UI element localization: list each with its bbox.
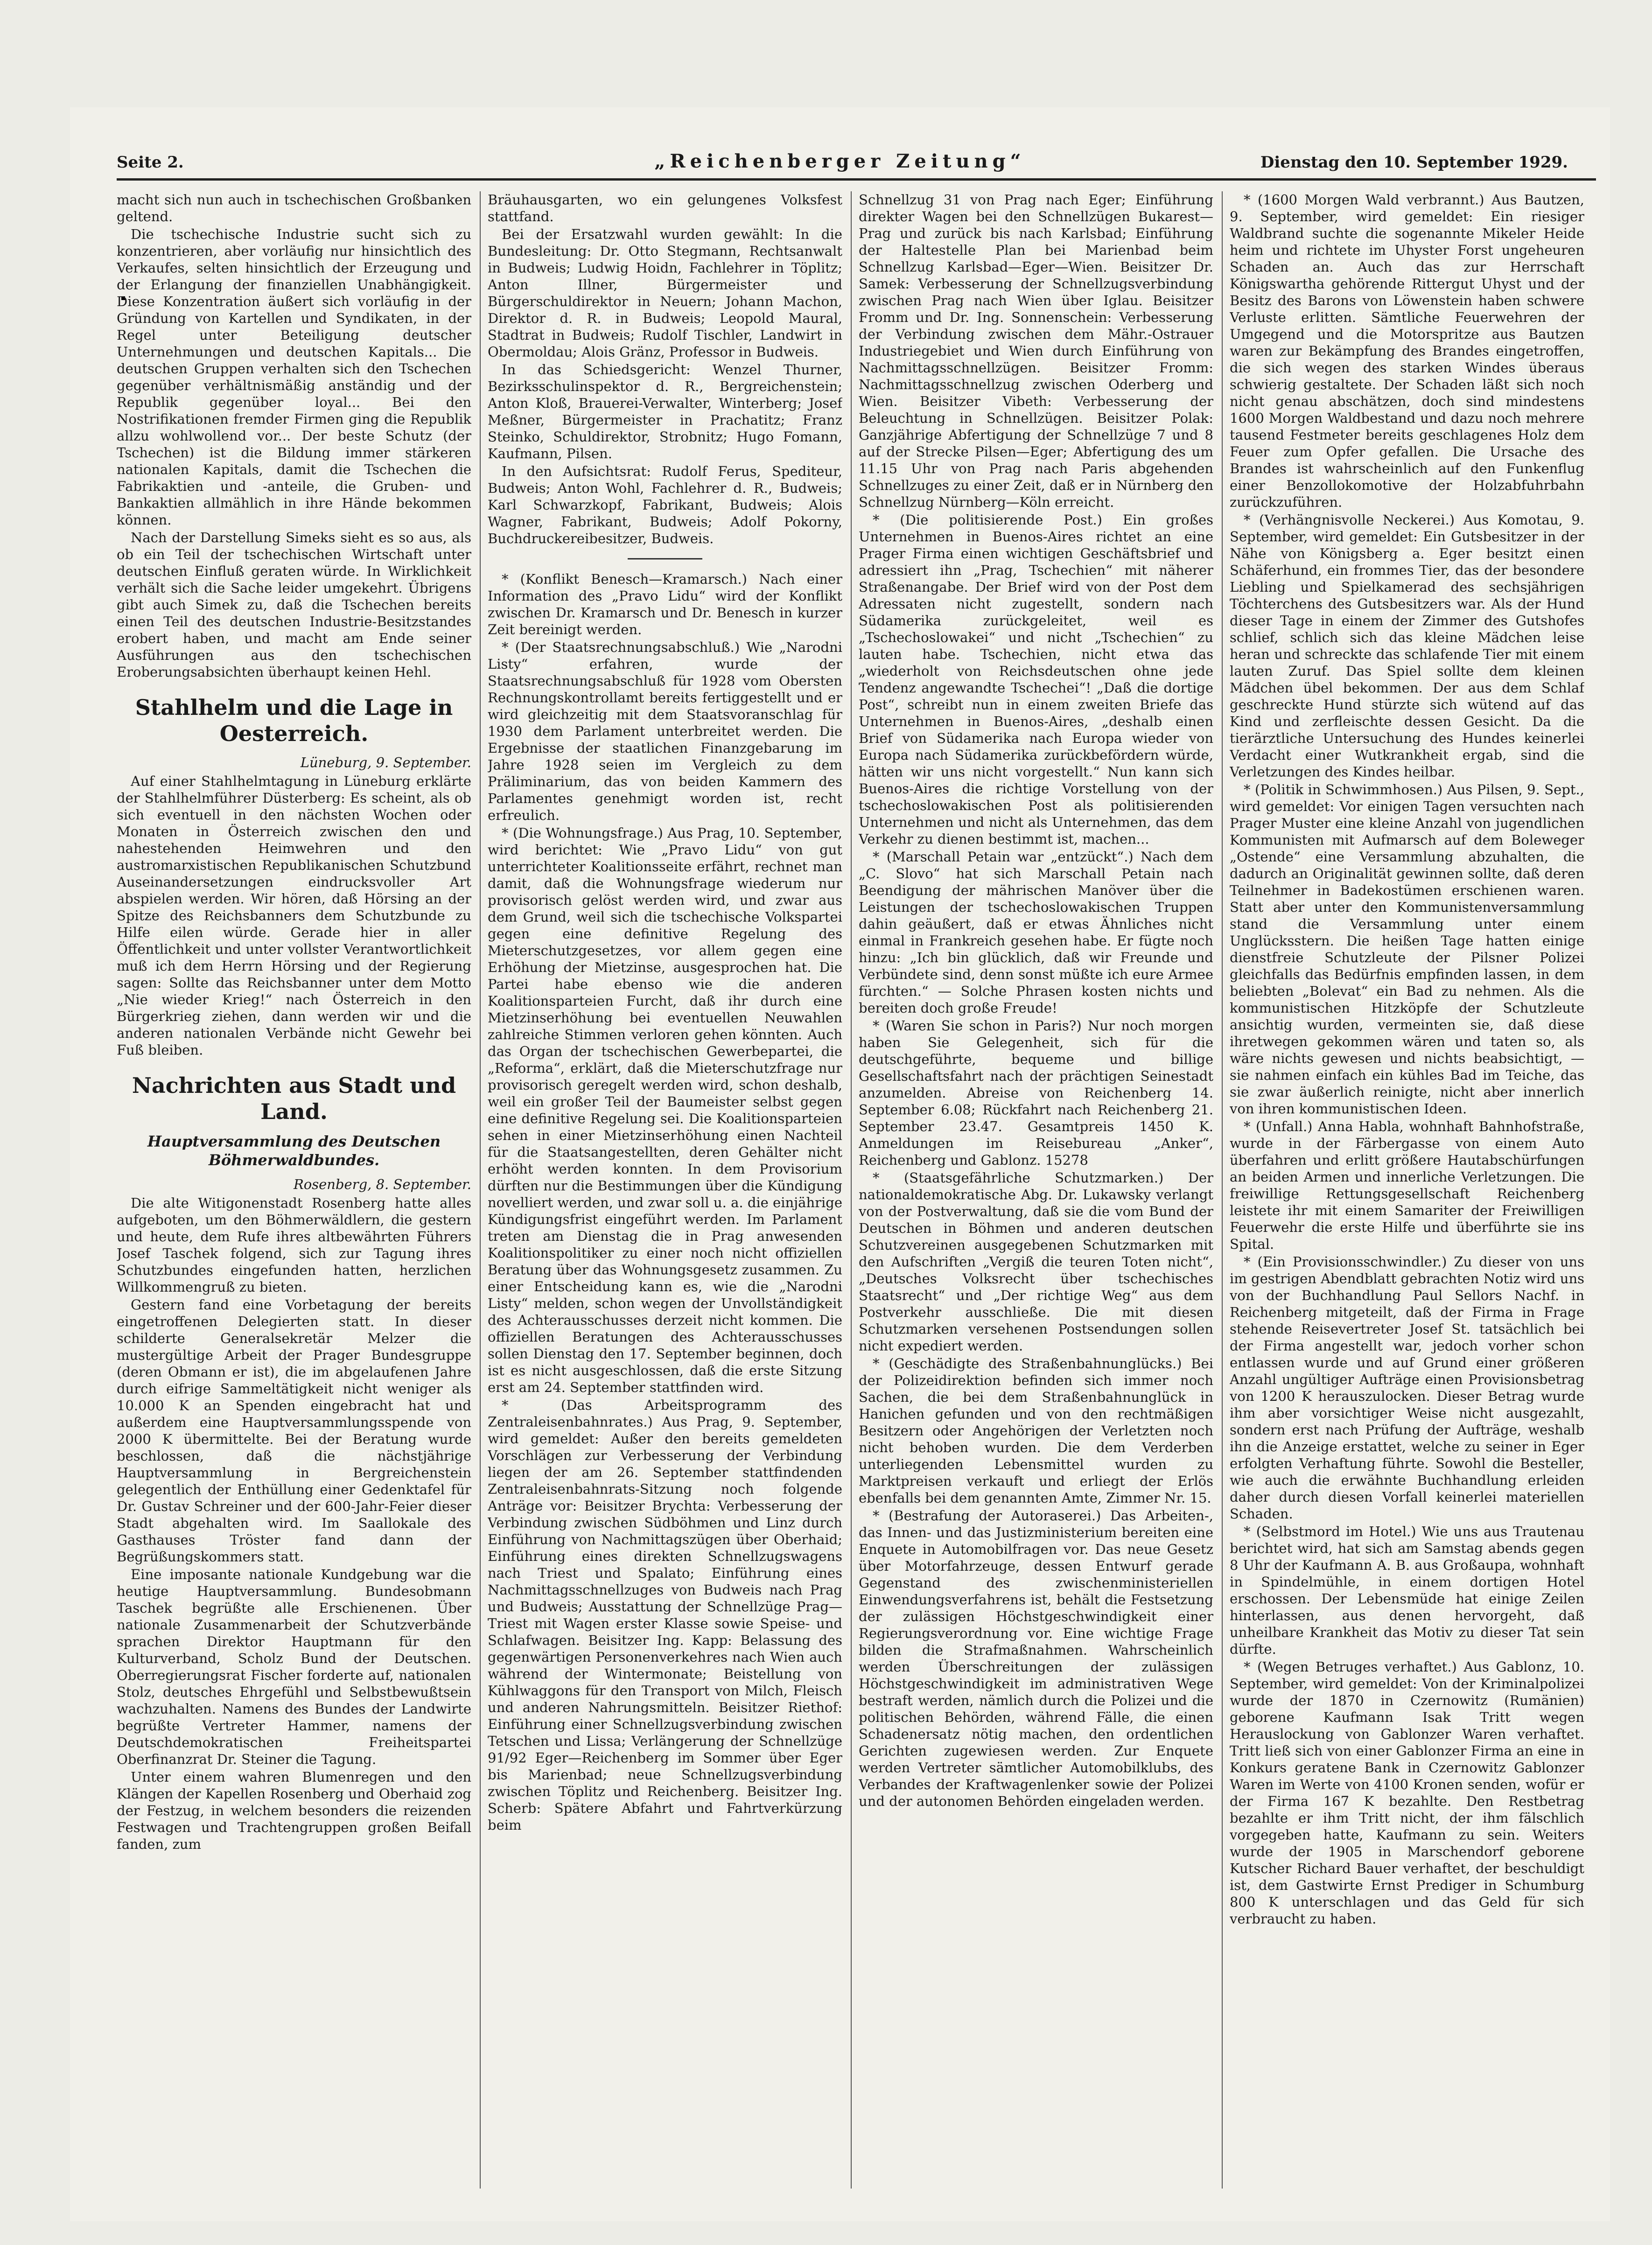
column-4 [1230, 191, 1584, 2184]
news-item: * (Selbstmord im Hotel.) Wie uns aus Trautenau berichtet wird, hat sich am Samstag abends gegen 8 Uhr der Kaufmann A. B. aus Großaupa, wohnhaft in Spindelmühle, in einem dortigen Hotel erschossen. Der Lebensmüde hat einige Zeilen hinterlassen, aus denen hervorgeht, daß unheilbare Krankheit das Motiv zu dieser Tat sein dürfte. [1230, 1524, 1584, 1657]
paragraph: Gestern fand eine Vorbetagung der bereits eingetroffenen Delegierten statt. In dieser schilderte Generalsekretär Melzer die mustergültige Arbeit der Prager Bundesgruppe (deren Obmann er ist), die im abgelaufenen Jahre durch eifrige Sammeltätigkeit nicht weniger als 10.000 K an Spenden eingebracht hat und außerdem eine Hauptversammlungsspende von 2000 K übermittelte. Bei der Beratung wurde beschlossen, daß die nächstjährige Hauptversammlung in Bergreichenstein gelegentlich der Enthüllung einer Gedenktafel für Dr. Gustav Schreiner und der 600-Jahr-Feier dieser Stadt abgehalten wird. Im Saallokale des Gasthauses Tröster fand dann der Begrüßungskommers statt. [117, 1297, 471, 1565]
paragraph: Eine imposante nationale Kundgebung war die heutige Hauptversammlung. Bundesobmann Taschek begrüßte alle Erschienenen. Über nationale Zusammenarbeit der Schutzverbände sprachen Direktor Hauptmann für den Kulturverband, Scholz Bund der Deutschen. Oberregierungsrat Fischer forderte auf, nationalen Stolz, deutsches Ehrgefühl und Selbstbewußtsein wachzuhalten. Namens des Bundes der Landwirte begrüßte Vertreter Hammer, namens der Deutschdemokratischen Freiheitspartei Oberfinanzrat Dr. Steiner die Tagung. [117, 1567, 471, 1767]
news-item: * (Konflikt Benesch—Kramarsch.) Nach einer Information des „Pravo Lidu“ wird der Konflikt zwischen Dr. Kramarsch und Dr. Benesch in kurzer Zeit bereinigt werden. [488, 571, 842, 637]
news-item: * (Waren Sie schon in Paris?) Nur noch morgen haben Sie Gelegenheit, sich für die deutschgeführte, bequeme und billige Gesellschaftsfahrt nach der prächtigen Seinestadt anzumelden. Abreise von Reichenberg 14. September 6.08; Rückfahrt nach Reichenberg 21. September 23.47. Gesamtpreis 1450 K. Anmeldungen im Reisebureau „Anker“, Reichenberg und Gablonz. 15278 [859, 1018, 1213, 1168]
news-item: * (Das Arbeitsprogramm des Zentraleisenbahnrates.) Aus Prag, 9. September, wird gemeldet: Außer den bereits gemeldeten Vorschlägen zur Verbesserung der Verbindung liegen der am 26. September stattfindenden Zentraleisenbahnrats-Sitzung noch folgende Anträge vor: Beisitzer Brychta: Verbesserung der Verbindung zwischen Südböhmen und Linz durch Einführung von Nachmittagszügen über Oberhaid; Einführung eines direkten Schnellzugswagens nach Triest und Spalato; Einführung eines Nachmittagsschnellzuges von Budweis nach Prag und Budweis; Ausstattung der Schnellzüge Prag—Triest mit Wagen erster Klasse sowie Speise- und Schlafwagen. Beisitzer Ing. Kapp: Belassung des gegenwärtigen Personenverkehres nach Wien auch während der Wintermonate; Beistellung von Kühlwaggons für den Transport von Milch, Fleisch und anderen Nahrungsmitteln. Beisitzer Riethof: Einführung einer Schnellzugsverbindung zwischen Tetschen und Lissa; Verlängerung der Schnellzüge 91/92 Eger—Reichenberg im Sommer über Eger bis Marienbad; neue Schnellzugsverbindung zwischen Töplitz und Reichenberg. Beisitzer Ing. Scherb: Spätere Abfahrt und Fahrtverkürzung beim [488, 1397, 842, 1833]
paragraph: macht sich nun auch in tschechischen Großbanken geltend. [117, 192, 471, 224]
news-item: * (Wegen Betruges verhaftet.) Aus Gablonz, 10. September, wird gemeldet: Von der Kriminalpolizei wurde der 1870 in Czernowitz (Rumänien) geborene Kaufmann Isak Tritt wegen Herauslockung von Gablonzer Waren verhaftet. Tritt ließ sich von einer Gablonzer Firma an eine in Konkurs geratene Bank in Czernowitz Gablonzer Waren im Werte von 4100 Kronen senden, wofür er der Firma 167 K bezahlte. Den Restbetrag bezahlte er ihm Tritt nicht, der ihm fälschlich vorgegeben hatte, Kaufmann zu sein. Weiters wurde der 1905 in Marschendorf geborene Kutscher Richard Bauer verhaftet, der beschuldigt ist, dem Gastwirte Ernst Prediger in Schumburg 800 K unterschlagen und das Geld für sich verbraucht zu haben. [1230, 1659, 1584, 1927]
news-item: * (Ein Provisionsschwindler.) Zu dieser von uns im gestrigen Abendblatt gebrachten Notiz wird uns von der Buchhandlung Paul Sellors Nachf. in Reichenberg mitgeteilt, daß der Firma in Frage stehende Reisevertreter Josef St. tatsächlich bei der Firma angestellt war, jedoch vorher schon entlassen wurde und auf Grund einer größeren Anzahl ungültiger Aufträge einen Provisionsbetrag von 1200 K herauszulocken. Dieser Betrag wurde ihm aber vorsichtiger Weise nicht ausgezahlt, sondern erst nach Prüfung der Aufträge, weshalb ihn die Anzeige erstattet, welche zu seiner in Eger erfolgten Verhaftung führte. Sowohl die Besteller, wie auch die erwähnte Buchhandlung erleiden daher durch diesen Vorfall keinerlei materiellen Schaden. [1230, 1254, 1584, 1522]
column-3 [859, 191, 1213, 2184]
paragraph: Unter einem wahren Blumenregen und den Klängen der Kapellen Rosenberg und Oberhaid zog der Festzug, in welchem besonders die reizenden Festwagen und Trachtengruppen großen Beifall fanden, zum [117, 1769, 471, 1852]
news-item: * (Verhängnisvolle Neckerei.) Aus Komotau, 9. September, wird gemeldet: Ein Gutsbesitzer in der Nähe von Königsberg a. Eger besitzt einen Schäferhund, ein frommes Tier, das der besondere Liebling und Spielkamerad des sechsjährigen Töchterchens des Gutsbesitzers war. Als der Hund dieser Tage in einem der Zimmer des Gutshofes schlief, schlich sich das kleine Mädchen leise heran und schreckte das schlafende Tier mit einem lauten Zuruf. Das Spiel sollte dem kleinen Mädchen übel bekommen. Der aus dem Schlaf geschreckte Hund stürzte sich wütend auf das Kind und zerfleischte dessen Gesicht. Da die tierärztliche Untersuchung des Hundes keinerlei Verdacht einer Wutkrankheit ergab, sind die Verletzungen des Kindes heilbar. [1230, 512, 1584, 780]
column-divider [480, 191, 481, 2189]
section-headline: Nachrichten aus Stadt und Land. [132, 1073, 456, 1124]
paragraph: Bei der Ersatzwahl wurden gewählt: In die Bundesleitung: Dr. Otto Stegmann, Rechtsanwalt in Budweis; Ludwig Hoidn, Fachlehrer in Töplitz; Anton Illner, Bürgermeister und Bürgerschuldirektor in Neuern; Johann Machon, Direktor d. R. in Budweis; Leopold Maural, Stadtrat in Budweis; Rudolf Tischler, Landwirt in Obermoldau; Alois Gränz, Professor in Budweis. [488, 226, 842, 360]
news-item: * (Marschall Petain war „entzückt“.) Nach dem „C. Slovo“ hat sich Marschall Petain nach Beendigung der mährischen Manöver über die Leistungen der tschechoslowakischen Truppen dahin geäußert, daß er etwas Ähnliches nicht einmal in Frankreich gesehen habe. Er fügte noch hinzu: „Ich bin glücklich, daß wir Freunde und Verbündete sind, denn sonst müßte ich eure Armee fürchten.“ — Solche Phrasen kosten nichts und bereiten doch große Freude! [859, 849, 1213, 1016]
news-item: * (Unfall.) Anna Habla, wohnhaft Bahnhofstraße, wurde in der Färbergasse von einem Auto überfahren und erlitt größere Hautabschürfungen an beiden Armen und innerliche Verletzungen. Die freiwillige Rettungsgesellschaft Reichenberg leistete ihr mit einem Samariter der Freiwilligen Feuerwehr die erste Hilfe und überführte sie ins Spital. [1230, 1119, 1584, 1252]
news-item: * (1600 Morgen Wald verbrannt.) Aus Bautzen, 9. September, wird gemeldet: Ein riesiger Waldbrand suchte die sogenannte Mikeler Heide heim und richtete im Uhyster Forst ungeheuren Schaden an. Auch das zur Herrschaft Königswartha gehörende Rittergut Uhyst und der Besitz des Barons von Löwenstein haben schwere Verluste erlitten. Sämtliche Feuerwehren der Umgegend und die Motorspritze aus Bautzen waren zur Bekämpfung des Brandes eingetroffen, die sich wegen des starken Windes überaus schwierig gestaltete. Der Schaden läßt sich noch nicht genau abschätzen, doch sind mindestens 1600 Morgen Waldbestand und dazu noch mehrere tausend Festmeter bereits geschlagenes Holz dem Feuer zum Opfer gefallen. Die Ursache des Brandes ist wahrscheinlich auf den Funkenflug einer Benzollokomotive der Holzabfuhrbahn zurückzuführen. [1230, 192, 1584, 510]
news-item: * (Bestrafung der Autoraserei.) Das Arbeiten-, das Innen- und das Justizministerium bereiten eine Enquete in Automobilfragen vor. Das neue Gesetz über Motorfahrzeuge, dessen Entwurf gerade Gegenstand des zwischenministeriellen Einwendungsverfahrens ist, behält die Festsetzung der zulässigen Höchstgeschwindigkeit einer Regierungsverordnung vor. Eine wichtige Frage bilden die Strafmaßnahmen. Wahrscheinlich werden Überschreitungen der zulässigen Höchstgeschwindigkeit im administrativen Wege bestraft werden, nämlich durch die Polizei und die politischen Behörden, während Fälle, die einen Schadenersatz nötig machen, den ordentlichen Gerichten zugewiesen werden. Zur Enquete werden Vertreter sämtlicher Automobilklubs, des Verbandes der Kraftwagenlenker sowie der Polizei und der autonomen Behörden eingeladen werden. [859, 1508, 1213, 1809]
column-2 [488, 191, 842, 2184]
column-1 [117, 191, 471, 2184]
article-subheadline: Hauptversammlung des Deutschen Böhmerwaldbundes. [147, 1133, 441, 1169]
paragraph: In den Aufsichtsrat: Rudolf Ferus, Spediteur, Budweis; Anton Wohl, Fachlehrer d. R., Budweis; Karl Schwarzkopf, Fabrikant, Budweis; Alois Wagner, Fabrikant, Budweis; Adolf Pokorny, Buchdruckereibesitzer, Budweis. [488, 463, 842, 546]
paragraph: Die alte Witigonenstadt Rosenberg hatte alles aufgeboten, um den Böhmerwäldlern, die gestern und heute, dem Rufe ihres altbewährten Führers Josef Taschek folgend, sich zur Tagung ihres Schutzbundes eingefunden hatten, herzlichen Willkommengruß zu bieten. [117, 1195, 471, 1295]
paragraph: Auf einer Stahlhelmtagung in Lüneburg erklärte der Stahlhelmführer Düsterberg: Es scheint, als ob sich eventuell in den nächsten Wochen oder Monaten in Österreich zwischen den und nahestehenden Heimwehren und den austromarxistischen Republikanischen Schutzbund Auseinandersetzungen eindrucksvoller Art abspielen werden. Wir hören, daß Hörsing an der Spitze des Reichsbanners dem Schutzbunde zu Hilfe eilen würde. Gerade hier in aller Öffentlichkeit und unter vollster Verantwortlichkeit muß ich dem Herrn Hörsing und der Regierung sagen: Sollte das Reichsbanner unter dem Motto „Nie wieder Krieg!“ nach Österreich in den Bürgerkrieg ziehen, dann werden wir und die anderen nationalen Verbände nicht Gewehr bei Fuß bleiben. [117, 773, 471, 1058]
masthead-title: „Reichenberger Zeitung“ [654, 150, 1026, 172]
news-item: * (Staatsgefährliche Schutzmarken.) Der nationaldemokratische Abg. Dr. Lukawsky verlangt von der Postverwaltung, daß sie die vom Bund der Deutschen in Böhmen und anderen deutschen Schutzvereinen ausgegebenen Schutzmarken mit den Aufschriften „Vergiß die teuren Toten nicht“, „Deutsches Volksrecht über tschechisches Staatsrecht“ und „Der richtige Weg“ aus dem Postverkehr ausschließe. Die mit diesen Schutzmarken versehenen Postsendungen sollen nicht expediert werden. [859, 1170, 1213, 1354]
page-number: Seite 2. [117, 153, 184, 172]
news-item: * (Der Staatsrechnungsabschluß.) Wie „Narodni Listy“ erfahren, wurde der Staatsrechnungsabschluß für 1928 vom Obersten Rechnungskontrollamt bereits fertiggestellt und er wird gleichzeitig mit dem Staatsvoranschlag für 1930 dem Parlament unterbreitet werden. Die Ergebnisse der staatlichen Finanzgebarung im Jahre 1928 seien im Vergleich zu dem Präliminarium, das von beiden Kammern des Parlamentes genehmigt worden ist, recht erfreulich. [488, 639, 842, 823]
column-divider [851, 191, 852, 2189]
column-divider [1222, 191, 1223, 2189]
issue-date: Dienstag den 10. September 1929. [1260, 153, 1568, 172]
header-rule [117, 178, 1596, 181]
newspaper-page [70, 107, 1610, 2221]
dateline: Lüneburg, 9. September. [300, 755, 471, 770]
dateline: Rosenberg, 8. September. [293, 1176, 471, 1192]
news-item: * (Politik in Schwimmhosen.) Aus Pilsen, 9. Sept., wird gemeldet: Vor einigen Tagen versuchten nach Prager Muster eine kleine Anzahl von jugendlichen Kommunisten mit Aufmarsch auf dem Boleweger „Ostende“ eine Versammlung abzuhalten, die dadurch an Originalität gewinnen sollte, daß deren Teilnehmer in Badekostümen erschienen waren. Statt aber unter den Kommunistenversammlung stand die Versammlung unter einem Unglücksstern. Die heißen Tage hatten einige dienstfreie Schutzleute der Pilsner Polizei gleichfalls das Bedürfnis empfinden lassen, in dem beliebten „Bolevat“ ein Bad zu nehmen. Als die kommunistischen Hitzköpfe der Schutzleute ansichtig wurden, vermeinten sie, daß diese ihretwegen gekommen wären und taten so, als wäre nichts gewesen und nichts beabsichtigt, — sie nahmen einfach ein kühles Bad im Teiche, das sie zwar äußerlich reinigte, nicht aber innerlich von ihren kommunistischen Ideen. [1230, 782, 1584, 1117]
paragraph: In das Schiedsgericht: Wenzel Thurner, Bezirksschulinspektor d. R., Bergreichenstein; Anton Kloß, Brauerei-Verwalter, Winterberg; Josef Meßner, Bürgermeister in Prachatitz; Franz Steinko, Schuldirektor, Strobnitz; Hugo Fomann, Kaufmann, Pilsen. [488, 362, 842, 462]
news-item: * (Die politisierende Post.) Ein großes Unternehmen in Buenos-Aires richtet an eine Prager Firma einen wichtigen Geschäftsbrief und adressiert ihn „Prag, Tschechien“ mit näherer Straßenangabe. Der Brief wird von der Post dem Adressaten nicht zugestellt, sondern nach Südamerika zurückgeleitet, weil es „Tschechoslowakei“ und nicht „Tschechien“ zu lauten habe. Tschechien, nicht etwa das „wiederholt von Reichsdeutschen ohne jede Tendenz angewandte Tschechei“! „Daß die dortige Post“, schreibt nun in einem zweiten Briefe das Unternehmen in Buenos-Aires, „deshalb einen Brief von Südamerika nach Europa wieder von Europa nach Südamerika zurückbefördern würde, hätten wir uns nicht vorgestellt.“ Nun kann sich Buenos-Aires die richtige Vorstellung von der tschechoslowakischen Post als politisierenden Unternehmen und nicht als Unternehmen, das dem Verkehr zu dienen bestimmt ist, machen... [859, 512, 1213, 847]
article-divider [628, 558, 702, 560]
news-item: * (Geschädigte des Straßenbahnunglücks.) Bei der Polizeidirektion befinden sich immer noch Sachen, die bei dem Straßenbahnunglück in Hanichen gefunden und von den rechtmäßigen Besitzern oder Angehörigen der Verletzten noch nicht behoben wurden. Die dem Verderben unterliegenden Lebensmittel wurden zu Marktpreisen verkauft und erliegt der Erlös ebenfalls bei dem genannten Amte, Zimmer Nr. 15. [859, 1356, 1213, 1506]
page-header [70, 150, 1610, 181]
paragraph: Schnellzug 31 von Prag nach Eger; Einführung direkter Wagen bei den Schnellzügen Bukarest—Prag und zurück bis nach Karlsbad; Einführung der Haltestelle Plan bei Marienbad beim Schnellzug Karlsbad—Eger—Wien. Beisitzer Dr. Samek: Verbesserung der Schnellzugsverbindung zwischen Prag nach Wien über Iglau. Beisitzer Fromm und Dr. Ing. Sonnenschein: Verbesserung der Verbindung zwischen dem Mähr.-Ostrauer Industriegebiet und Wien durch Einführung von Nachmittagsschnellzügen. Beisitzer Fromm: Nachmittagsschnellzug zwischen Oderberg und Wien. Beisitzer Vibeth: Verbesserung der Beleuchtung in Schnellzügen. Beisitzer Polak: Ganzjährige Abfertigung der Schnellzüge 7 und 8 auf der Strecke Pilsen—Eger; Abfertigung des um 11.15 Uhr von Prag nach Paris abgehenden Schnellzuges zu einer Zeit, daß er in Nürnberg den Schnellzug Nürnberg—Köln erreicht. [859, 192, 1213, 510]
news-item: * (Die Wohnungsfrage.) Aus Prag, 10. September, wird berichtet: Wie „Pravo Lidu“ von gut unterrichteter Koalitionsseite erfährt, rechnet man damit, daß die Wohnungsfrage wiederum nur provisorisch gelöst werden wird, und zwar aus dem Grund, weil sich die tschechische Volkspartei gegen eine definitive Regelung des Mieterschutzgesetzes, vor allem gegen eine Erhöhung der Mietzinse, ausgesprochen hat. Die Partei habe ebenso wie die anderen Koalitionsparteien Furcht, daß ihr durch eine Mietzinserhöhung bei eventuellen Neuwahlen zahlreiche Stimmen verloren gehen könnten. Auch das Organ der tschechischen Gewerbepartei, die „Reforma“, erklärt, daß die Mieterschutzfrage nur provisorisch geregelt werden wird, schon deshalb, weil ein großer Teil der Baumeister selbst gegen eine definitive Regelung sei. Die Koalitionsparteien sehen in einer Mietzinserhöhung einen Nachteil für die Staatsangestellten, deren Gehälter nicht erhöht werden konnten. In dem Provisorium dürften nur die Bestimmungen über die Kündigung novelliert werden, und zwar soll u. a. die einjährige Kündigungsfrist eingeführt werden. Im Parlament treten am Dienstag die in Prag anwesenden Koalitionspolitiker zu einer noch nicht offiziellen Beratung über das Wohnungsgesetz zusammen. Zu einer Entscheidung kann es, wie die „Narodni Listy“ melden, schon wegen der Unvollständigkeit des Achterausschusses derzeit nicht kommen. Die offiziellen Beratungen des Achterausschusses sollen Dienstag den 17. September beginnen, doch ist es nicht ausgeschlossen, daß die erste Sitzung erst am 24. September stattfinden wird. [488, 825, 842, 1395]
article-headline: Stahlhelm und die Lage in Oesterreich. [135, 695, 453, 746]
paragraph: Nach der Darstellung Simeks sieht es so aus, als ob ein Teil der tschechischen Wirtschaft unter deutschen Einfluß geraten würde. In Wirklichkeit verhält sich die Sache leider umgekehrt. Übrigens gibt auch Simek zu, daß die Tschechen bereits einen Teil des deutschen Industrie-Besitzstandes erobert haben, und macht am Ende seiner Ausführungen aus den tschechischen Eroberungsabsichten überhaupt keinen Hehl. [117, 530, 471, 680]
paragraph: Die tschechische Industrie sucht sich zu konzentrieren, aber vorläufig nur hinsichtlich des Verkaufes, selten hinsichtlich der Erzeugung und der Erlangung der finanziellen Unabhängigkeit. Diese Konzentration äußert sich vorläufig in der Gründung von Kartellen und Syndikaten, in der Regel unter Beteiligung deutscher Unternehmungen und deutschen Kapitals... Die deutschen Gruppen verhalten sich den Tschechen gegenüber verhältnismäßig anständig und der Republik gegenüber loyal... Bei den Nostrifikationen fremder Firmen ging die Republik allzu wohlwollend vor... Der beste Schutz (der Tschechen) ist die Bildung immer stärkeren nationalen Kapitals, damit die Tschechen die Fabrikaktien und -anteile, die Gruben- und Bankaktien allmählich in ihre Hände bekommen können. [117, 226, 471, 528]
paragraph: Bräuhausgarten, wo ein gelungenes Volksfest stattfand. [488, 192, 842, 224]
